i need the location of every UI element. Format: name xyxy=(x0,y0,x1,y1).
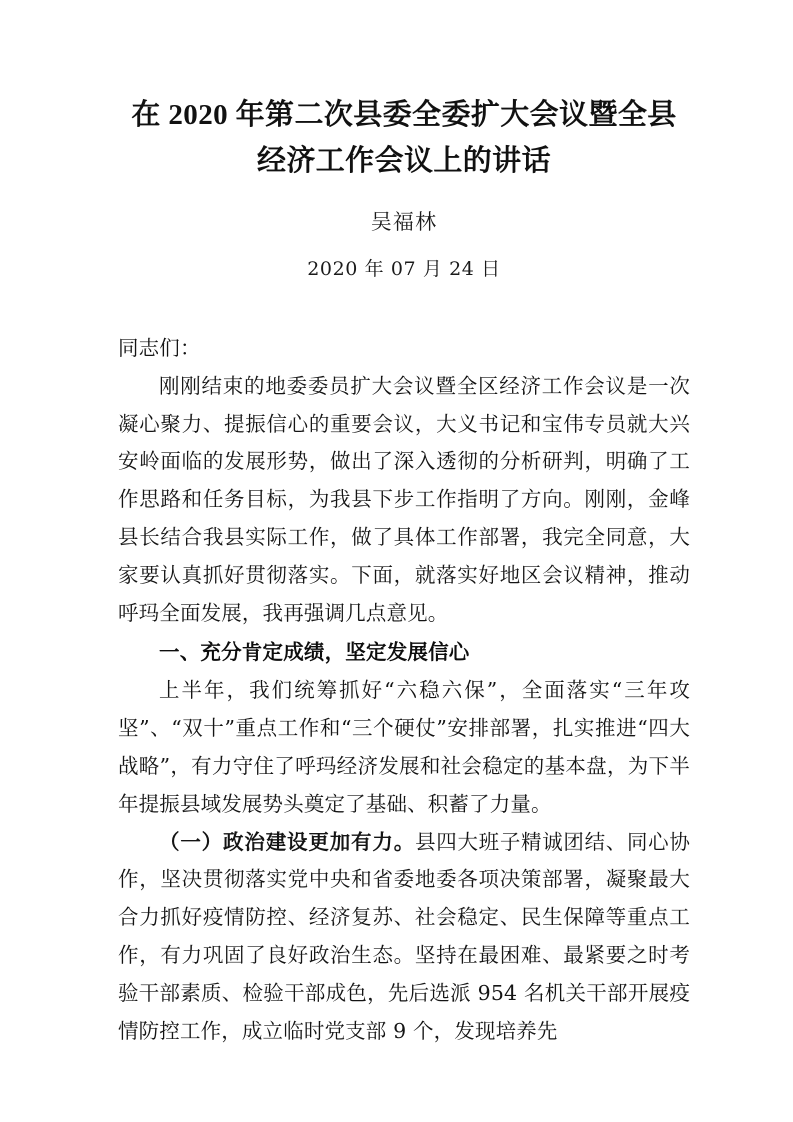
section-heading-1: 一、充分肯定成绩，坚定发展信心 xyxy=(159,641,470,665)
subsection-body-text: 县四大班子精诚团结、同心协作，坚决贯彻落实党中央和省委地委各项决策部署，凝聚最大合力抓好疫情防控、经济复苏、社会稳定、民生保障等重点工作，有力巩固了良好政治生态。坚持在最困难、最紧要之时考验干部素质、检验干部成色，先后选派 954 名机关干部开展疫情防控工作，成立临时党支部 9 个，发现培养先 xyxy=(118,829,690,1043)
document-body xyxy=(118,284,690,1050)
salutation: 同志们： xyxy=(118,336,201,360)
subsection-heading: （一）政治建设更加有力。 xyxy=(159,829,416,854)
body-paragraph: 刚刚结束的地委委员扩大会议暨全区经济工作会议是一次凝心聚力、提振信心的重要会议，大义书记和宝伟专员就大兴安岭面临的发展形势，做出了深入透彻的分析研判，明确了工作思路和任务目标，为我县下步工作指明了方向。刚刚，金峰县长结合我县实际工作，做了具体工作部署，我完全同意，大家要认真抓好贯彻落实。下面，就落实好地区会议精神，推动呼玛全面发展，我再强调几点意见。 xyxy=(118,373,690,625)
page-content-column xyxy=(118,0,690,1050)
body-paragraph: 上半年，我们统筹抓好“六稳六保”，全面落实“三年攻坚”、“双十”重点工作和“三个硬仗”安排部署，扎实推进“四大战略”，有力守住了呼玛经济发展和社会稳定的基本盘，为下半年提振县域发展势头奠定了基础、积蓄了力量。 xyxy=(118,678,690,816)
document-author: 吴福林 xyxy=(370,210,438,234)
document-title: 在 2020 年第二次县委全委扩大会议暨全县经济工作会议上的讲话 xyxy=(131,99,677,177)
body-paragraph xyxy=(118,824,690,1051)
document-date: 2020 年 07 月 24 日 xyxy=(307,258,501,280)
